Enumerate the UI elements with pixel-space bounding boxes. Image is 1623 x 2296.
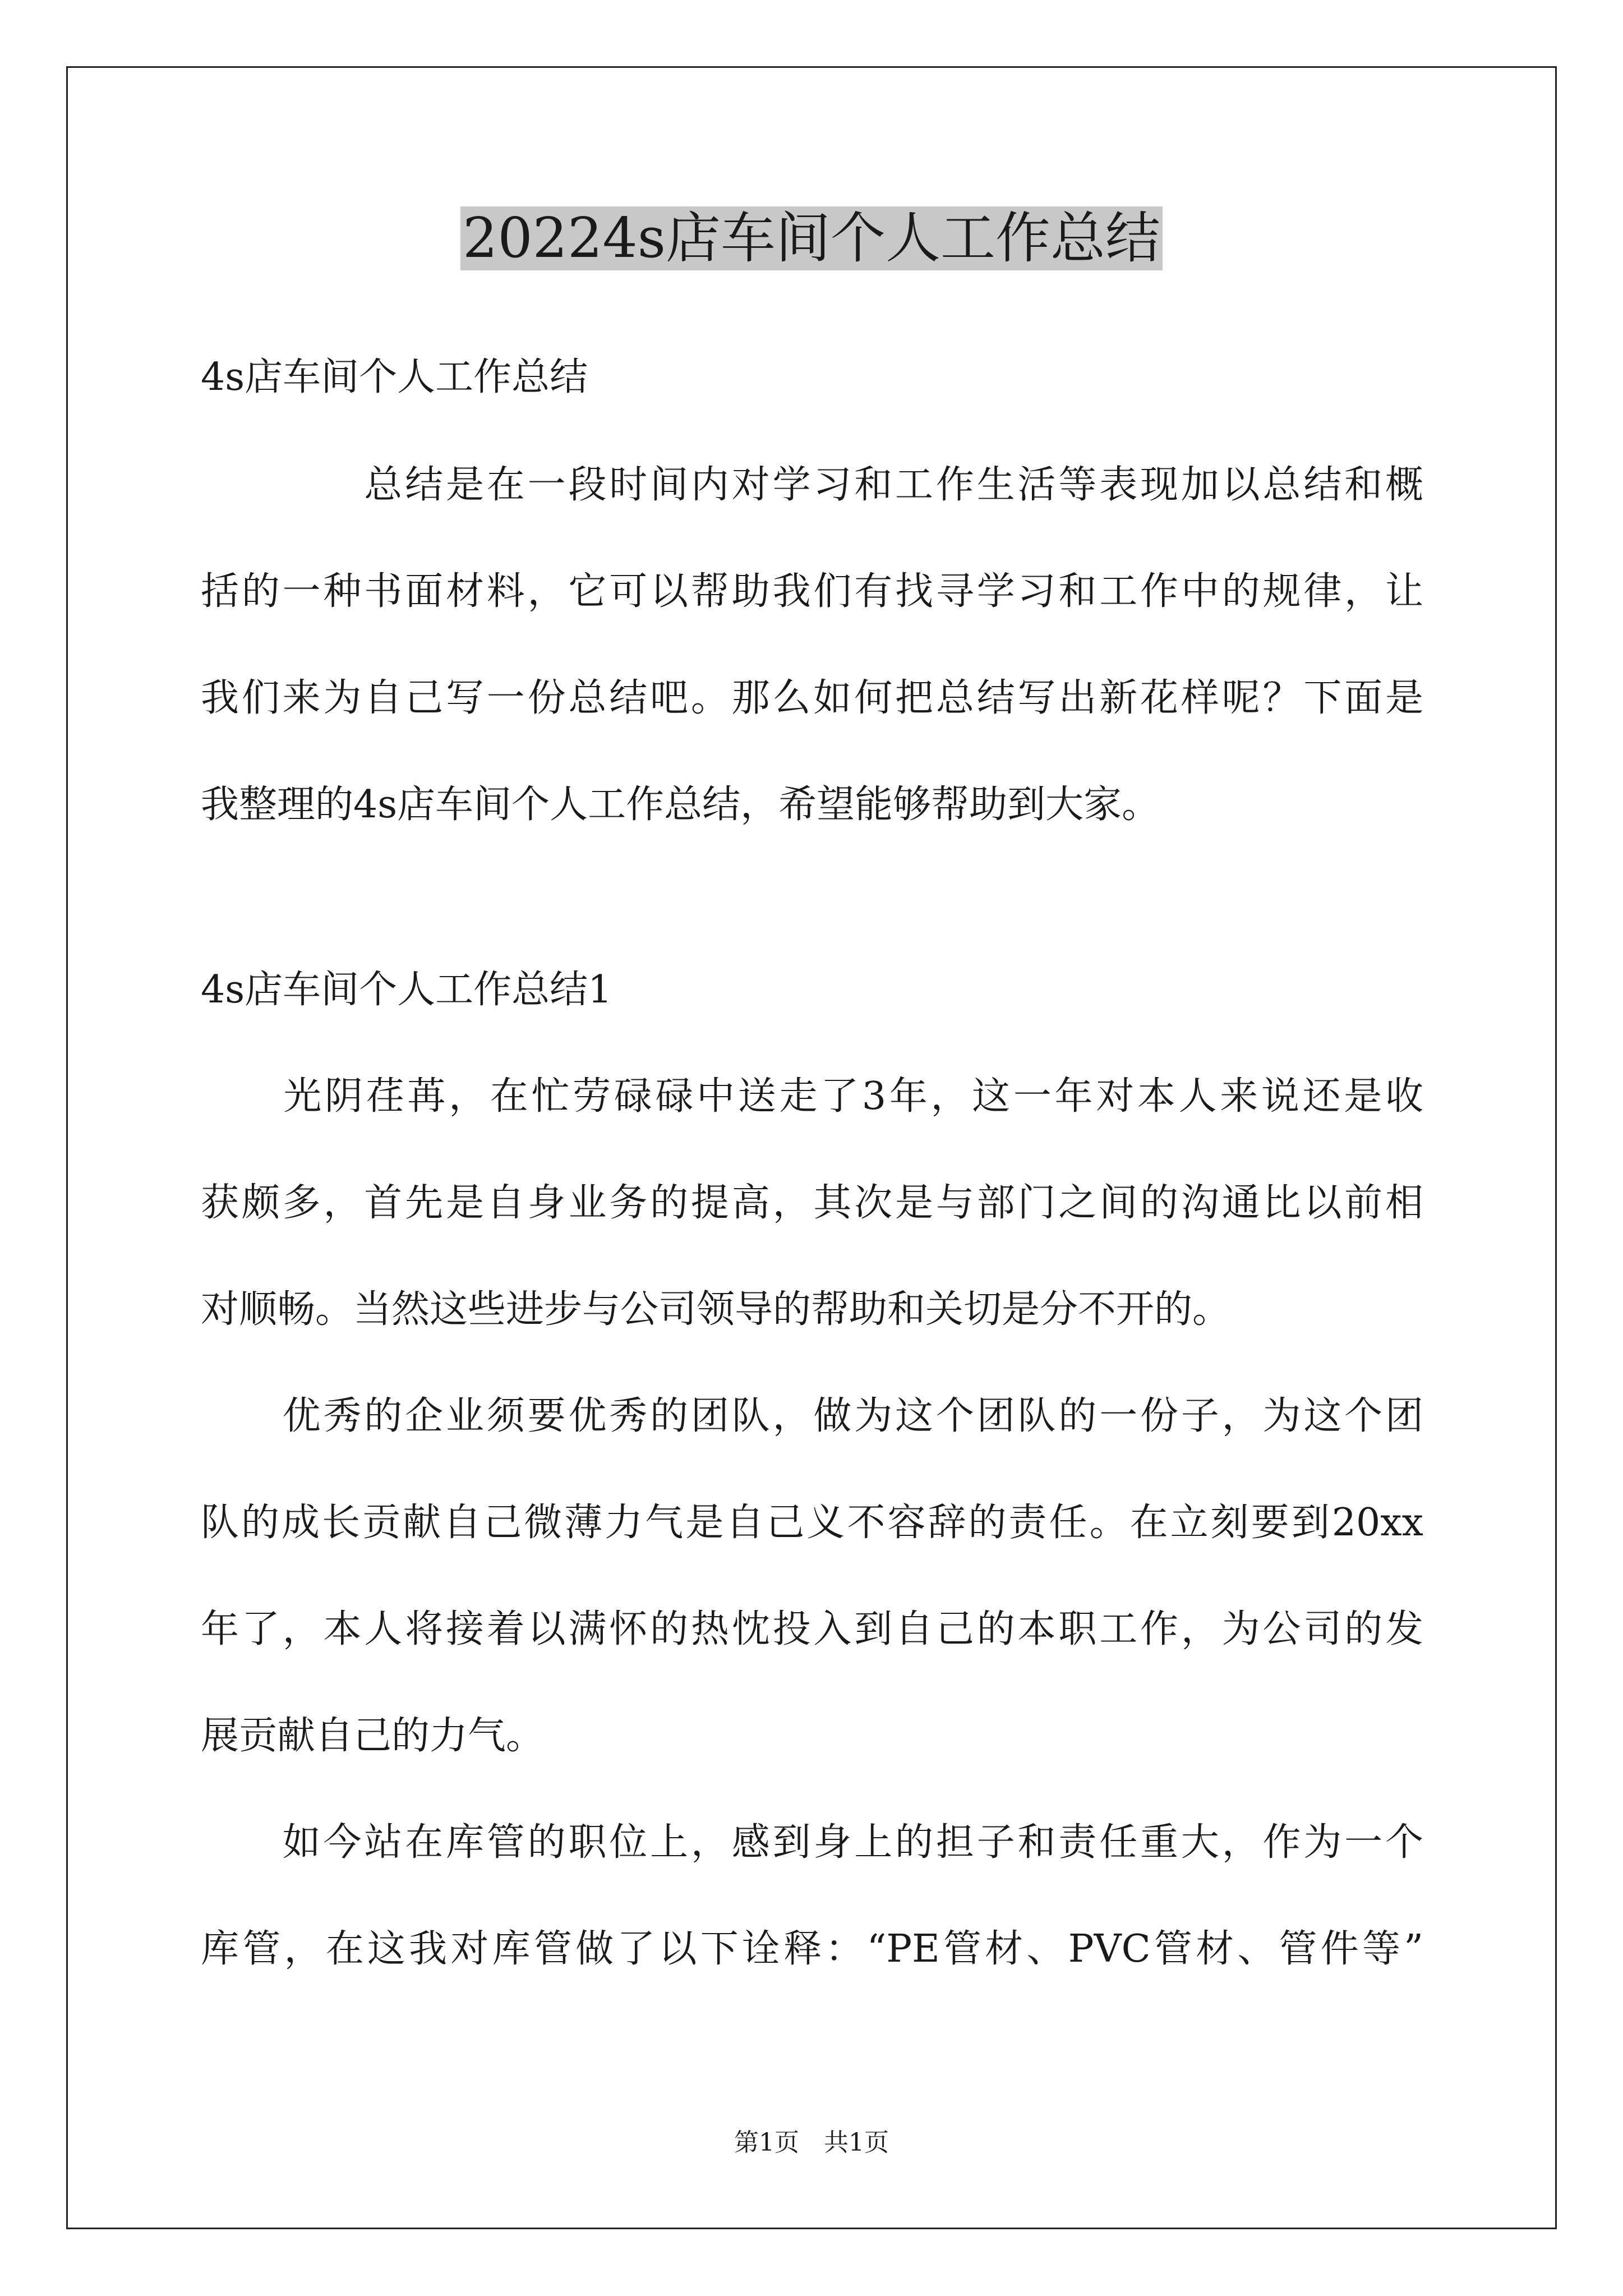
paragraph-line: 如今站在库管的职位上，感到身上的担子和责任重大，作为一个 (201, 1820, 1423, 1865)
intro-line: 括的一种书面材料，它可以帮助我们有找寻学习和工作中的规律，让 (201, 569, 1423, 614)
document-subtitle: 4s店车间个人工作总结 (201, 355, 588, 399)
document-title-text: 20224s店车间个人工作总结 (460, 206, 1163, 270)
paragraph-line: 优秀的企业须要优秀的团队，做为这个团队的一份子，为这个团 (201, 1394, 1423, 1438)
paragraph-line: 展贡献自己的力气。 (201, 1714, 545, 1758)
page-footer: 第1页 共1页 (734, 2128, 889, 2157)
section-heading: 4s店车间个人工作总结1 (201, 968, 612, 1012)
intro-line: 我们来为自己写一份总结吧。那么如何把总结写出新花样呢？下面是 (201, 676, 1423, 720)
document-title (0, 199, 1623, 278)
paragraph-line: 年了，本人将接着以满怀的热忱投入到自己的本职工作，为公司的发 (201, 1607, 1423, 1651)
intro-line: 我整理的4s店车间个人工作总结，希望能够帮助到大家。 (201, 783, 1160, 827)
paragraph-line: 光阴荏苒，在忙劳碌碌中送走了3年，这一年对本人来说还是收 (201, 1074, 1423, 1119)
paragraph-line: 获颇多，首先是自身业务的提高，其次是与部门之间的沟通比以前相 (201, 1181, 1423, 1225)
intro-line: 总结是在一段时间内对学习和工作生活等表现加以总结和概 (201, 463, 1423, 507)
paragraph-line: 队的成长贡献自己微薄力气是自己义不容辞的责任。在立刻要到20xx (201, 1501, 1423, 1545)
paragraph-line: 对顺畅。当然这些进步与公司领导的帮助和关切是分不开的。 (201, 1287, 1231, 1332)
paragraph-line: 库管，在这我对库管做了以下诠释：“PE管材、PVC管材、管件等” (201, 1927, 1423, 1971)
